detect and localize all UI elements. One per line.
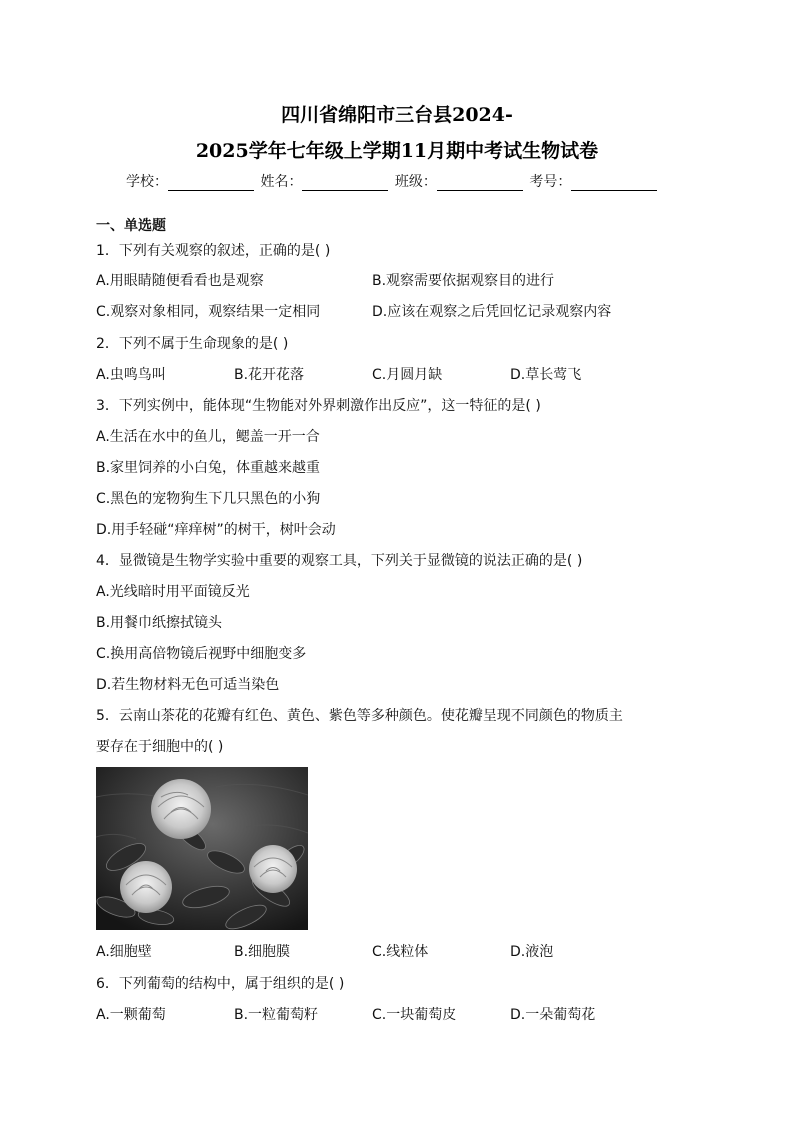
exam-title-line1: 四川省绵阳市三台县2024- [281,104,513,126]
exam-title-line2: 2025学年七年级上学期11月期中考试生物试卷 [195,140,599,162]
exam-number-label: 考号： [529,174,572,190]
section-heading: 一、单选题 [96,218,166,234]
question-3-option-a: A.生活在水中的鱼儿，鳃盖一开一合 [96,429,320,445]
question-3-option-d: D.用手轻碰“痒痒树”的树干，树叶会动 [96,522,336,538]
question-2-option-c: C.月圆月缺 [372,367,443,383]
question-6-option-c: C.一块葡萄皮 [372,1007,457,1023]
question-5-stem-line1: 5．云南山茶花的花瓣有红色、黄色、紫色等多种颜色。使花瓣呈现不同颜色的物质主 [96,708,623,724]
question-4-option-c: C.换用高倍物镜后视野中细胞变多 [96,646,307,662]
question-6-option-d: D.一朵葡萄花 [510,1007,596,1023]
question-3-option-b: B.家里饲养的小白兔，体重越来越重 [96,460,321,476]
class-blank [437,176,523,191]
question-1-option-c: C.观察对象相同，观察结果一定相同 [96,304,321,320]
question-1-option-a: A.用眼睛随便看看也是观察 [96,273,264,289]
exam-number-blank [571,176,657,191]
question-6-option-b: B.一粒葡萄籽 [234,1007,319,1023]
student-info-row [126,171,659,191]
question-4-option-d: D.若生物材料无色可适当染色 [96,677,280,693]
question-2-option-a: A.虫鸣鸟叫 [96,367,166,383]
question-2-stem: 2．下列不属于生命现象的是( ) [96,336,289,352]
question-5-option-b: B.细胞膜 [234,944,291,960]
question-3-stem: 3．下列实例中，能体现“生物能对外界刺激作出反应”，这一特征的是( ) [96,398,541,414]
question-4-option-b: B.用餐巾纸擦拭镜头 [96,615,223,631]
question-3-option-c: C.黑色的宠物狗生下几只黑色的小狗 [96,491,321,507]
question-5-stem-line2: 要存在于细胞中的( ) [96,739,224,755]
question-1-option-b: B.观察需要依据观察目的进行 [372,273,555,289]
question-1-stem: 1．下列有关观察的叙述，正确的是( ) [96,243,331,259]
name-label: 姓名： [260,174,303,190]
name-blank [302,176,388,191]
question-2-option-d: D.草长莺飞 [510,367,582,383]
question-6-stem: 6．下列葡萄的结构中，属于组织的是( ) [96,976,345,992]
question-1-option-d: D.应该在观察之后凭回忆记录观察内容 [372,304,612,320]
question-2-option-b: B.花开花落 [234,367,305,383]
school-blank [168,176,254,191]
question-4-stem: 4．显微镜是生物学实验中重要的观察工具，下列关于显微镜的说法正确的是( ) [96,553,583,569]
school-label: 学校： [126,174,168,190]
question-5-option-d: D.液泡 [510,944,554,960]
question-5-option-a: A.细胞壁 [96,944,152,960]
question-6-option-a: A.一颗葡萄 [96,1007,166,1023]
question-5-option-c: C.线粒体 [372,944,429,960]
question-4-option-a: A.光线暗时用平面镜反光 [96,584,250,600]
camellia-flower-photo [96,767,308,930]
class-label: 班级： [394,174,437,190]
